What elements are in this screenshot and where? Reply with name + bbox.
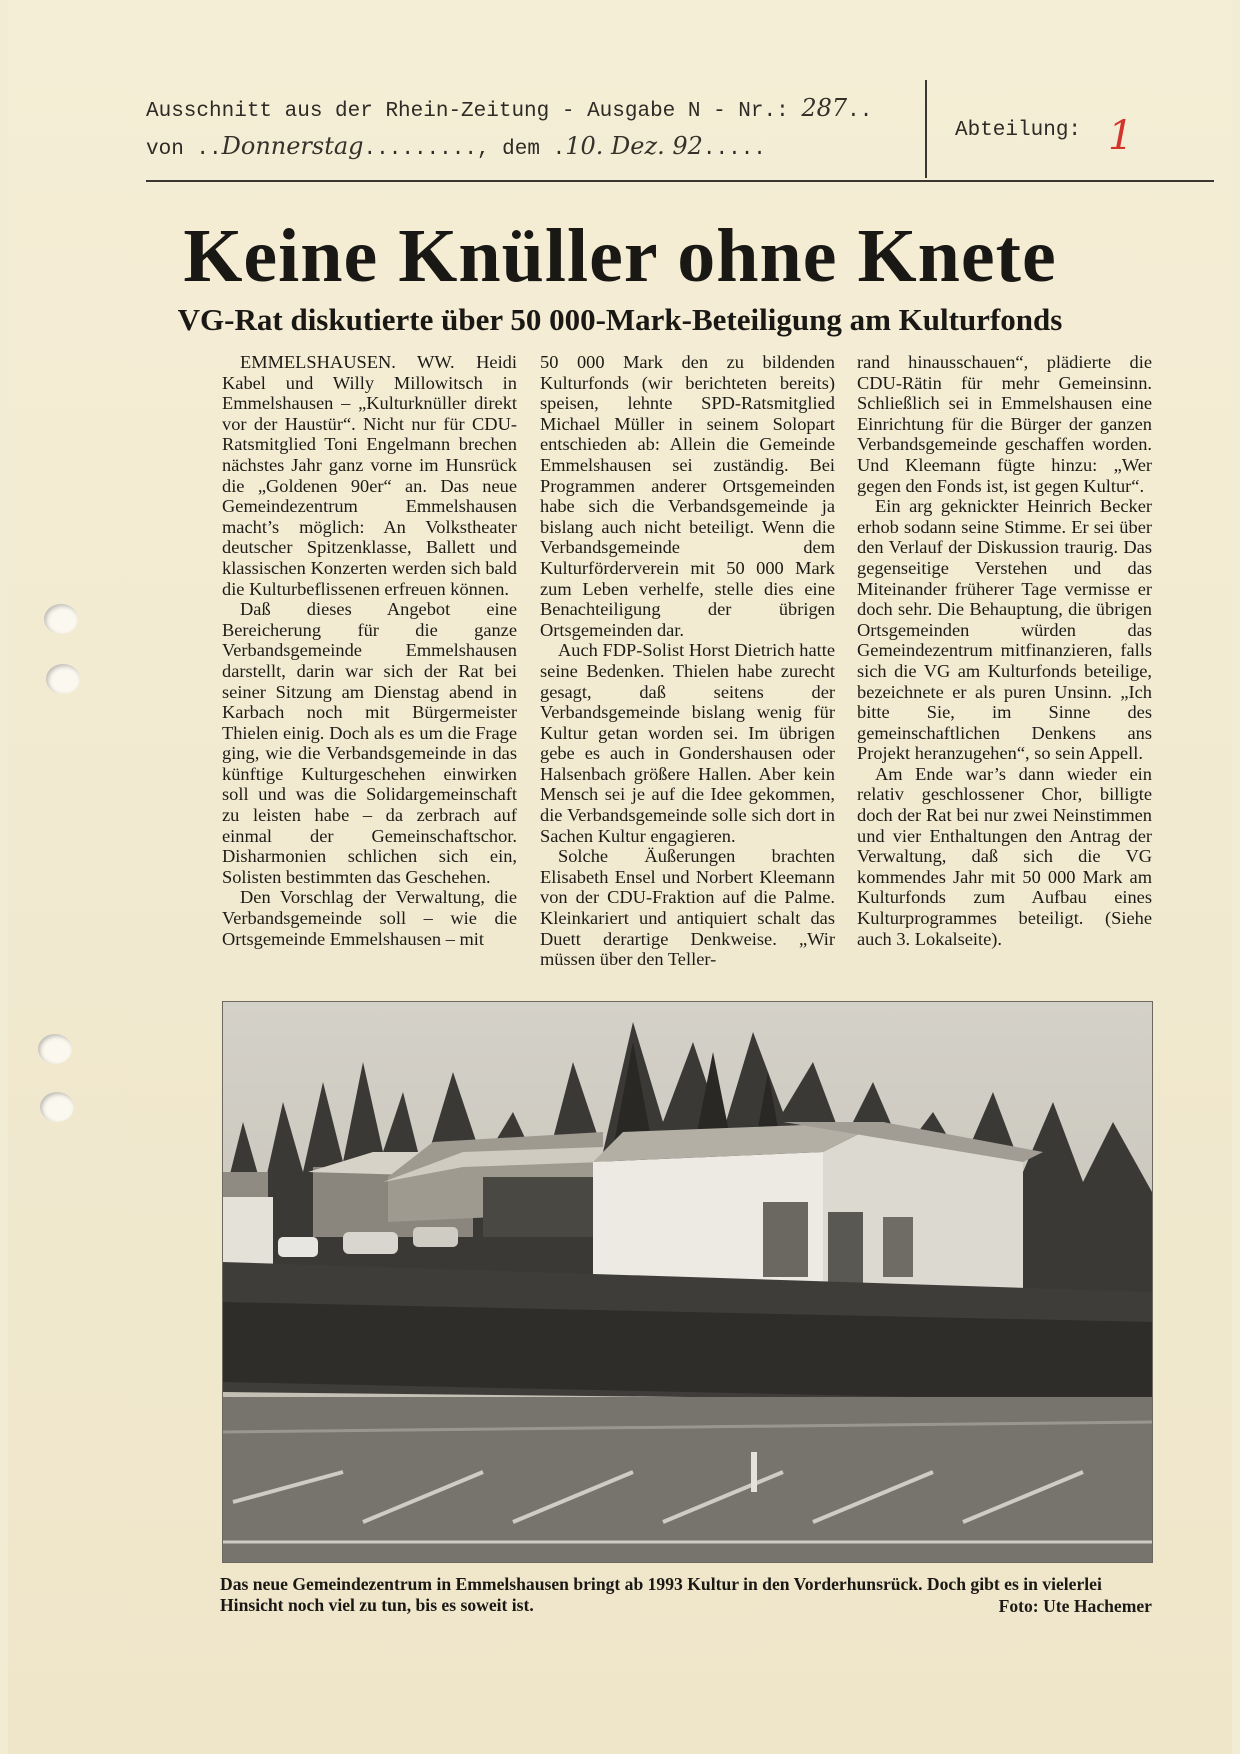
paragraph: Am Ende war’s dann wieder ein relativ geschlossener Chor, billigte doch der Rat bei nur zwei Neinstimmen und vier Enthaltungen den Antrag der Verwaltung, daß sich die VG kommendes Jahr mit 50 000 Mark am Kulturfonds zum Aufbau eines Kulturprogrammes beteiligt. (Siehe auch 3. Lokalseite). [857,763,1152,949]
dem-label: dem [502,138,540,161]
paragraph: EMMELSHAUSEN. WW. Heidi Kabel und Willy Millowitsch in Emmelshausen – „Kulturknüller direkt vor der Haustür“. Nicht nur für CDU-Ratsmitglied Toni Engelmann brechen nächstes Jahr ganz vorne im Hunsrück die „Goldenen 90er“ an. Das neue Gemeindezentrum Emmelshausen macht’s möglich: An Volkstheater deutscher Spitzenklasse, Ballett und klassischen Konzerten werden sich bald die Kulturbeflissenen erfreuen können. [222,352,517,599]
clipping-source-text: Ausschnitt aus der Rhein-Zeitung - Ausgabe N - Nr.: [146,100,802,123]
article-column-3 [857,352,1152,949]
paragraph: 50 000 Mark den zu bildenden Kulturfonds (wir berichteten bereits) speisen, lehnte SPD-Ratsmitglied Michael Müller in seinem Solopart entschieden ab: Allein die Gemeinde Emmelshausen sei zuständig. Bei Programmen anderer Ortsgemeinden habe sich die Verbandsgemeinde ja bislang auch nicht beteiligt. Wenn die Verbandsgemeinde dem Kulturförderverein mit 50 000 Mark zum Leben verhelfe, stelle dies eine Benachteiligung der übrigen Ortsgemeinden dar. [540,352,835,640]
article-column-2 [540,352,835,970]
punch-hole [40,1092,74,1122]
weekday: Donnerstag [221,132,364,160]
article-column-1 [222,352,517,949]
community-center-photo [223,1002,1152,1562]
photo-credit: Foto: Ute Hachemer [998,1596,1152,1616]
punch-hole [46,664,80,694]
paragraph: Den Vorschlag der Verwaltung, die Verbandsgemeinde soll – wie die Ortsgemeinde Emmelshausen – mit [222,887,517,949]
header-rule [146,180,1214,182]
issue-number: 287 [801,94,848,122]
paragraph: Ein arg geknickter Heinrich Becker erhob sodann seine Stimme. Er sei über den Verlauf der Diskussion traurig. Das gegenseitige Verstehen und das Miteinander früherer Tage vermisse er doch sehr. Die Behauptung, die übrigen Ortsgemeinden würden das Gemeindezentrum mitfinanzieren, falls sich die VG am Kulturfonds beteilige, bezeichnete er als puren Unsinn. „Ich bitte Sie, im Sinne des gemeinschaftlichen Denkens ans Projekt heranzugehen“, so sein Appell. [857,496,1152,764]
headline: Keine Knüller ohne Knete [183,214,1057,298]
paragraph: rand hinausschauen“, plädierte die CDU-Rätin für mehr Gemeinsinn. Schließlich sei in Emmelshausen eine Einrichtung für die Bürger der ganzen Verbandsgemeinde geschaffen worden. Und Kleemann fügte hinzu: „Wer gegen den Fonds ist, ist gegen Kultur“. [857,352,1152,496]
abteilung-label: Abteilung: [955,119,1082,142]
photo-caption: Das neue Gemeindezentrum in Emmelshausen bringt ab 1993 Kultur in den Vorderhunsrück. Doch gibt es in vielerlei Hinsicht noch viel zu tun, bis es soweit ist. [220,1574,1102,1615]
clipping-date: 10. Dez. 92 [565,132,703,160]
paragraph: Daß dieses Angebot eine Bereicherung für die ganze Verbandsgemeinde Emmelshausen darstellt, darin war sich der Rat bei seiner Sitzung am Dienstag abend in Karbach noch mit Bürgermeister Thielen einig. Doch als es um die Frage ging, wie die Verbandsgemeinde in das künftige Kulturgeschehen einwirken soll und was die Solidargemeinschaft zu leisten habe – da zerbrach auf einmal der Gemeinschaftschor. Disharmonien schlichen sich ein, Solisten bestimmten das Geschehen. [222,599,517,887]
punch-hole [38,1034,72,1064]
header-divider [925,80,927,178]
subheadline: VG-Rat diskutierte über 50 000-Mark-Beteiligung am Kulturfonds [177,302,1063,337]
abteilung-value: 1 [1108,113,1134,159]
clipping-date-line: von ..Donnerstag........., dem .10. Dez. 92..... [146,132,766,161]
paragraph: Solche Äußerungen brachten Elisabeth Ensel und Norbert Kleemann von der CDU-Fraktion auf die Palme. Kleinkariert und antiquiert schalt das Duett derartige Denkweise. „Wir müssen über den Teller- [540,846,835,970]
paragraph: Auch FDP-Solist Horst Dietrich hatte seine Bedenken. Thielen habe zurecht gesagt, daß seitens der Verbandsgemeinde bislang wenig für Kultur getan worden sei. Im übrigen gebe es auch in Gondershausen oder Halsenbach größere Hallen. Aber kein Mensch sei je auf die Idee gekommen, die Verbandsgemeinde solle sich dort in Sachen Kultur engagieren. [540,640,835,846]
von-label: von [146,138,184,161]
punch-hole [44,604,78,634]
article-photo [222,1001,1153,1563]
clipping-source-line: Ausschnitt aus der Rhein-Zeitung - Ausgabe N - Nr.: 287.. [146,94,873,123]
